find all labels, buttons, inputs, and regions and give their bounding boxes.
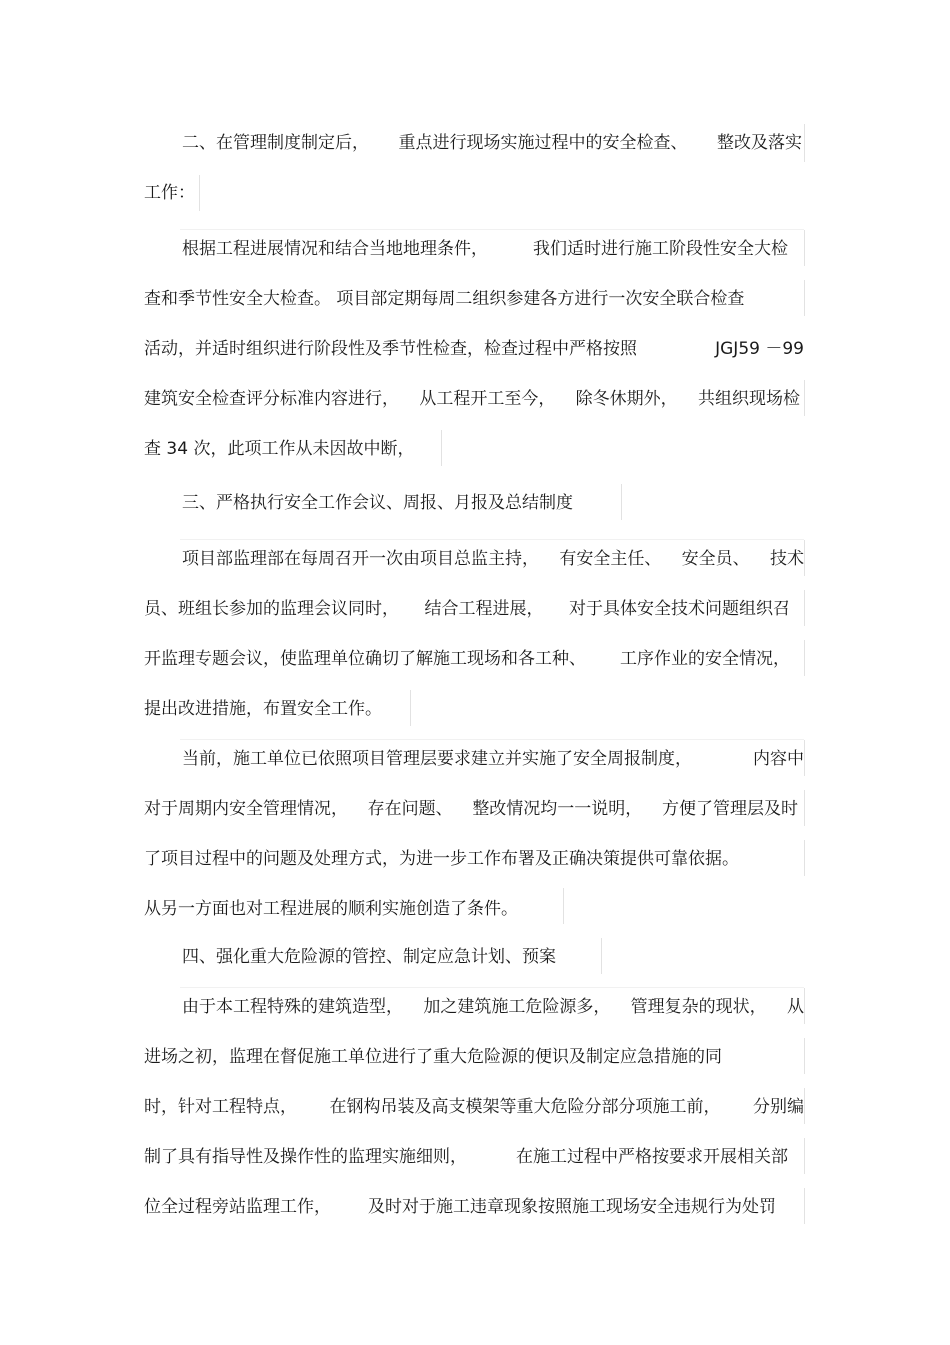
text-segment: 结合工程进展， [424, 599, 544, 619]
text-segment: 我们适时进行施工阶段性安全大检 [533, 239, 788, 259]
text-segment: 三、严格执行安全工作会议、周报、月报及总结制度 [182, 493, 573, 513]
text-line [182, 547, 804, 571]
text-segment: 时，针对工程特点， [144, 1097, 297, 1117]
table-rule [180, 739, 804, 740]
text-segment: 方便了管理层及时 [661, 799, 798, 819]
text-segment: 二、在管理制度制定后， [182, 133, 369, 153]
text-line [144, 697, 382, 721]
text-segment: 技术 [769, 549, 804, 569]
text-line [182, 995, 804, 1019]
text-line [144, 287, 744, 311]
text-segment: 从 [786, 997, 804, 1017]
text-segment: 在施工过程中严格按要求开展相关部 [516, 1147, 788, 1167]
text-segment: 重点进行现场实施过程中的安全检查、 [398, 133, 688, 153]
table-rule [180, 987, 804, 988]
text-line [144, 847, 739, 871]
table-edge [563, 888, 564, 924]
text-segment: 位全过程旁站监理工作， [144, 1197, 331, 1217]
text-segment: 对于具体安全技术问题组织召 [569, 599, 790, 619]
table-edge [804, 280, 805, 316]
text-segment: 有安全主任、 [559, 549, 662, 569]
text-line [144, 1045, 722, 1069]
text-segment: 制了具有指导性及操作性的监理实施细则， [144, 1147, 467, 1167]
text-segment: 除冬休期外， [575, 389, 678, 409]
table-rule [180, 229, 804, 230]
text-segment: 四、强化重大危险源的管控、制定应急计划、预案 [182, 947, 556, 967]
text-line [144, 387, 800, 411]
text-segment: 及时对于施工违章现象按照施工现场安全违规行为处罚 [368, 1197, 776, 1217]
text-line [182, 237, 788, 261]
table-edge [804, 840, 805, 876]
text-segment: 工作： [144, 183, 195, 203]
table-edge [804, 540, 805, 576]
table-edge [804, 1038, 805, 1074]
table-edge [804, 230, 805, 266]
text-segment: 整改及落实 [717, 133, 802, 153]
table-edge [804, 790, 805, 826]
text-segment: 工序作业的安全情况， [620, 649, 790, 669]
text-segment: 管理复杂的现状， [630, 997, 767, 1017]
table-edge [804, 740, 805, 776]
text-line [182, 747, 804, 771]
text-segment: 从另一方面也对工程进展的顺利实施创造了条件。 [144, 899, 518, 919]
text-segment: 提出改进措施，布置安全工作。 [144, 699, 382, 719]
table-edge [601, 938, 602, 974]
text-line [144, 437, 414, 461]
table-edge [199, 175, 200, 211]
text-segment: 共组织现场检 [697, 389, 800, 409]
text-segment: 了项目过程中的问题及处理方式，为进一步工作布署及正确决策提供可靠依据。 [144, 849, 739, 869]
table-edge [804, 1088, 805, 1124]
table-edge [804, 380, 805, 416]
text-line [144, 1095, 804, 1119]
text-line [144, 797, 798, 821]
table-rule [180, 539, 804, 540]
table-edge [804, 1138, 805, 1174]
text-segment: 建筑安全检查评分标准内容进行， [144, 389, 399, 409]
text-line [182, 131, 802, 155]
table-edge [804, 124, 805, 162]
text-segment: 项目部监理部在每周召开一次由项目总监主持， [182, 549, 539, 569]
text-line [144, 1195, 776, 1219]
text-line [144, 647, 790, 671]
text-line [182, 491, 573, 515]
table-edge [804, 988, 805, 1024]
text-segment: JGJ59 －99 [715, 339, 804, 359]
text-segment: 查 34 次，此项工作从未因故中断， [144, 439, 415, 459]
text-line [144, 1145, 788, 1169]
text-segment: 员、班组长参加的监理会议同时， [144, 599, 399, 619]
text-segment: 查和季节性安全大检查。 项目部定期每周二组织参建各方进行一次安全联合检查 [144, 289, 745, 309]
text-segment: 进场之初，监理在督促施工单位进行了重大危险源的便识及制定应急措施的同 [144, 1047, 722, 1067]
text-segment: 在钢构吊装及高支模架等重大危险分部分项施工前， [329, 1097, 721, 1117]
text-segment: 存在问题、 [367, 799, 453, 819]
text-segment: 安全员、 [681, 549, 750, 569]
text-line [144, 897, 518, 921]
text-segment: 加之建筑施工危险源多， [423, 997, 611, 1017]
text-segment: 对于周期内安全管理情况， [144, 799, 348, 819]
text-segment: 内容中 [753, 749, 804, 769]
table-edge [410, 690, 411, 726]
table-edge [804, 640, 805, 676]
text-segment: 整改情况均一一说明， [472, 799, 643, 819]
text-line [182, 945, 556, 969]
text-segment: 从工程开工至今， [419, 389, 556, 409]
table-edge [621, 484, 622, 520]
text-line [144, 181, 195, 205]
text-segment: 当前，施工单位已依照项目管理层要求建立并实施了安全周报制度， [182, 749, 692, 769]
text-segment: 根据工程进展情况和结合当地地理条件， [182, 239, 488, 259]
text-segment: 分别编 [753, 1097, 804, 1117]
text-segment: 开监理专题会议，使监理单位确切了解施工现场和各工种、 [144, 649, 586, 669]
table-edge [804, 1188, 805, 1224]
text-line [144, 337, 804, 361]
text-segment: 活动，并适时组织进行阶段性及季节性检查，检查过程中严格按照 [144, 339, 637, 359]
table-edge [441, 430, 442, 466]
text-line [144, 597, 790, 621]
table-edge [804, 590, 805, 626]
text-segment: 由于本工程特殊的建筑造型， [182, 997, 403, 1017]
